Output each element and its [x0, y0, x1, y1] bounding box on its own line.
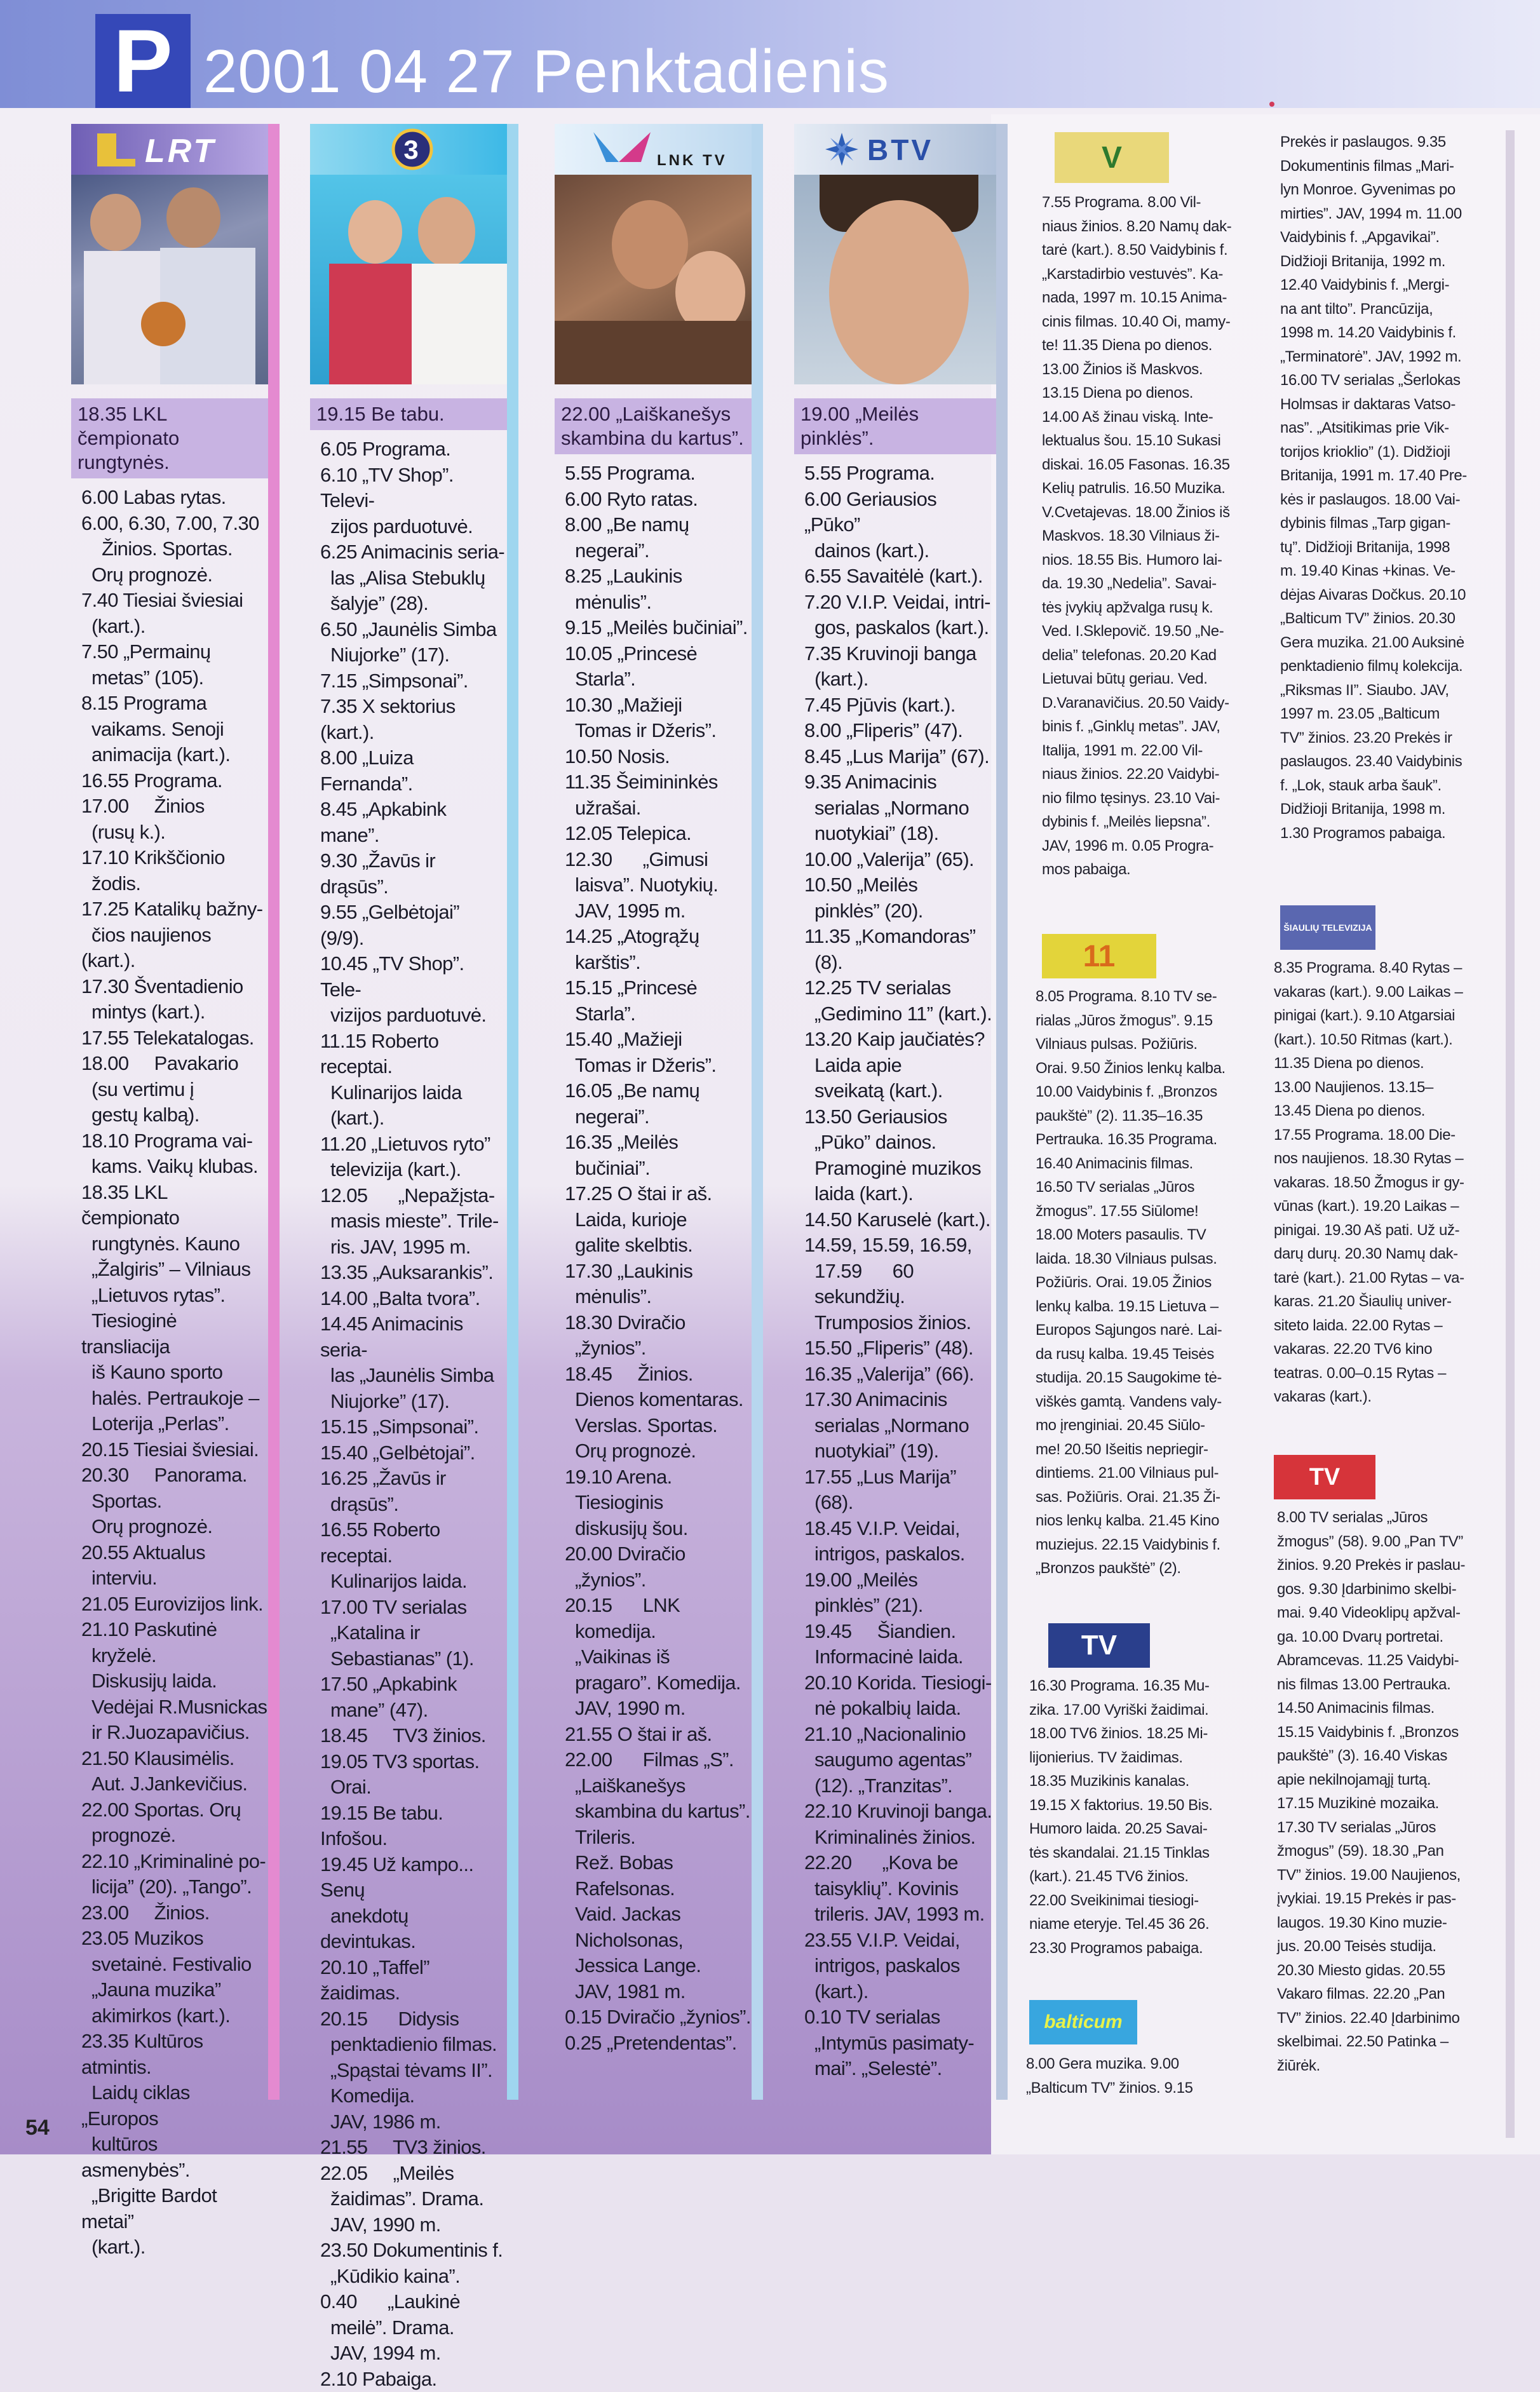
tv3-photo: [310, 175, 515, 384]
pantv-schedule: 8.00 TV serialas „Jūros žmogus” (58). 9.00 „Pan TV” žinios. 9.20 Prekės ir paslau- gos. 9.30 Įdarbinimo skelbi- mai. 9.40 Videoklipų apžval- ga. 10.00 Dvarų portretai. Abramcevas. 11.25 Vaidybi- nis filmas 13.00 Pertrauka. 14.50 Animacinis filmas. 15.15 Vaidybinis f. „Bronzos paukštė” (3). 16.40 Viskas apie nekilnojamąjį turtą. 17.15 Muzikinė mozaika. 17.30 TV serialas „Jūros žmogus” (59). 18.30 „Pan TV” žinios. 19.00 Naujienos, įvykiai. 19.15 Prekės ir pas- laugos. 19.30 Kino muzie- jus. 20.00 Teisės studija. 20.30 Miesto gidas. 20.55 Vakaro filmas. 22.20 „Pan TV” žinios. 22.40 Įdarbinimo skelbimai. 22.50 Patinka – žiūrėk.: [1277, 1509, 1466, 2074]
lnk-logo-graphic: [581, 127, 733, 172]
tv3-logo-graphic: [384, 127, 441, 172]
btv-highlight: 19.00 „Meilės pinklės”.: [794, 398, 1004, 454]
tv6-logo-icon: TV: [1048, 1623, 1150, 1668]
balticum-schedule-start: 8.00 Gera muzika. 9.00 „Balticum TV” žinios. 9.15: [1026, 2055, 1193, 2097]
svg-text:LNK TV: LNK TV: [657, 152, 727, 169]
lrt-schedule: 6.00 Labas rytas. 6.00, 6.30, 7.00, 7.30 Žinios. Sportas. Orų prognozė. 7.40 Tiesiai šviesiai (kart.). 7.50 „Permainų metas” (105). 8.15 Programa vaikams. Senoji animacija (kart.). 16.55 Programa. 17.00 Žinios (rusų k.). 17.10 Krikščionio žodis. 17.25 Katalikų bažny- čios naujienos (kart.). 17.30 Šventadienio mintys (kart.). 17.55 Telekatalogas. 18.00 Pavakario (su vertimu į gestų kalbą). 18.10 Programa vai- kams. Vaikų klubas. 18.35 LKL čempionato rungtynės. Kauno „Žalgiris” – Vilniaus „Lietuvos rytas”. Tiesioginė transliacija iš Kauno sporto halės. Pertraukoje – Loterija „Perlas”. 20.15 Tiesiai šviesiai. 20.30 Panorama. Sportas. Orų prognozė. 20.55 Aktualus interviu. 21.05 Eurovizijos link. 21.10 Paskutinė kryželė. Diskusijų laida. Vedėjai R.Musnickas ir R.Juozapavičius. 21.50 Klausimėlis. Aut. J.Jankevičius. 22.00 Sportas. Orų prognozė. 22.10 „Kriminalinė po- licija” (20). „Tango”. 23.00 Žinios. 23.05 Muzikos svetainė. Festivalio „Jauna muzika” akimirkos (kart.). 23.35 Kultūros atmintis. Laidų ciklas „Europos kultūros asmenybės”. „Brigitte Bardot metai” (kart.).: [81, 486, 267, 2258]
vtv-logo-icon: V: [1055, 132, 1169, 183]
btv-side-strip: [996, 124, 1008, 2100]
lnk-side-strip: [752, 124, 763, 2100]
siauliu-tv-logo-icon: ŠIAULIŲ TELEVIZIJA: [1280, 905, 1375, 950]
page-header: [0, 0, 1540, 111]
tv3-logo-icon: [310, 124, 515, 175]
svg-text:BTV: BTV: [867, 133, 933, 166]
tv11-logo-icon: 11: [1042, 934, 1156, 978]
section-letter: P: [95, 14, 191, 108]
channel-column-btv: [794, 124, 1004, 2082]
vtv-schedule: 7.55 Programa. 8.00 Vil- niaus žinios. 8.20 Namų dak- tarė (kart.). 8.50 Vaidybinis f. „Karstadirbio vestuvės”. Ka- nada, 1997 m. 10.15 Anima- cinis filmas. 10.40 Oi, mamy- te! 11.35 Diena po dienos. 13.00 Žinios iš Maskvos. 13.15 Diena po dienos. 14.00 Aš žinau viską. Inte- lektualus šou. 15.10 Sukasi diskai. 16.05 Fasonas. 16.35 Kelių patrulis. 16.50 Muzika. V.Cvetajevas. 18.00 Žinios iš Maskvos. 18.30 Vilniaus ži- nios. 18.55 Bis. Humoro lai- da. 19.30 „Nedelia”. Savai- tės įvykių apžvalga rusų k. Ved. I.Sklepovič. 19.50 „Ne- delia” telefonas. 20.20 Kad Lietuvai būtų geriau. Ved. D.Varanavičius. 20.50 Vaidy- binis f. „Ginklų metas”. JAV, Italija, 1991 m. 22.00 Vil- niaus žinios. 22.20 Vaidybi- nio filmo tęsinys. 23.10 Vai- dybinis f. „Meilės liepsna”. JAV, 1996 m. 0.05 Progra- mos pabaiga.: [1042, 194, 1232, 878]
btv-schedule: 5.55 Programa. 6.00 Geriausios „Pūko” dainos (kart.). 6.55 Savaitėlė (kart.). 7.20 V.I.P. Veidai, intri- gos, paskalos (kart.). 7.35 Kruvinoji banga (kart.). 7.45 Pjūvis (kart.). 8.00 „Fliperis” (47). 8.45 „Lus Marija” (67). 9.35 Animacinis serialas „Normano nuotykiai” (18). 10.00 „Valerija” (65). 10.50 „Meilės pinklės” (20). 11.35 „Komandoras” (8). 12.25 TV serialas „Gedimino 11” (kart.). 13.20 Kaip jaučiatės? Laida apie sveikatą (kart.). 13.50 Geriausios „Pūko” dainos. Pramoginė muzikos laida (kart.). 14.50 Karuselė (kart.). 14.59, 15.59, 16.59, 17.59 60 sekundžių. Trumposios žinios. 15.50 „Fliperis” (48). 16.35 „Valerija” (66). 17.30 Animacinis serialas „Normano nuotykiai” (19). 17.55 „Lus Marija” (68). 18.45 V.I.P. Veidai, intrigos, paskalos. 19.00 „Meilės pinklės” (21). 19.45 Šiandien. Informacinė laida. 20.10 Korida. Tiesiogi- nė pokalbių laida. 21.10 „Nacionalinio saugumo agentas” (12). „Tranzitas”. 22.10 Kruvinoji banga. Kriminalinės žinios. 22.20 „Kova be taisyklių”. Kovinis trileris. JAV, 1993 m. 23.55 V.I.P. Veidai, intrigos, paskalos (kart.). 0.10 TV serialas „Intymūs pasimaty- mai”. „Selestė”.: [804, 462, 992, 2079]
tv6-schedule: 16.30 Programa. 16.35 Mu- zika. 17.00 Vyriški žaidimai. 18.00 TV6 žinios. 18.25 Mi- lijonierius. TV žaidimas. 18.35 Muzikinis kanalas. 19.15 X faktorius. 19.50 Bis. Humoro laida. 20.25 Savai- tės skandalai. 21.15 Tinklas (kart.). 21.45 TV6 žinios. 22.00 Sveikinimai tiesiogi- niame eteryje. Tel.45 36 26. 23.30 Programos pabaiga.: [1029, 1677, 1213, 1957]
tv3-schedule: 6.05 Programa. 6.10 „TV Shop”. Televi- zijos parduotuvė. 6.25 Animacinis seria- las „Alisa Stebuklų šalyje” (28). 6.50 „Jaunėlis Simba Niujorke” (17). 7.15 „Simpsonai”. 7.35 X sektorius (kart.). 8.00 „Luiza Fernanda”. 8.45 „Apkabink mane”. 9.30 „Žavūs ir drąsūs”. 9.55 „Gelbėtojai” (9/9). 10.45 „TV Shop”. Tele- vizijos parduotuvė. 11.15 Roberto receptai. Kulinarijos laida (kart.). 11.20 „Lietuvos ryto” televizija (kart.). 12.05 „Nepažįsta- masis mieste”. Trile- ris. JAV, 1995 m. 13.35 „Auksarankis”. 14.00 „Balta tvora”. 14.45 Animacinis seria- las „Jaunėlis Simba Niujorke” (17). 15.15 „Simpsonai”. 15.40 „Gelbėtojai”. 16.25 „Žavūs ir drąsūs”. 16.55 Roberto receptai. Kulinarijos laida. 17.00 TV serialas „Katalina ir Sebastianas” (1). 17.50 „Apkabink mane” (47). 18.45 TV3 žinios. 19.05 TV3 sportas. Orai. 19.15 Be tabu. Infošou. 19.45 Už kampo... Senų anekdotų devintukas. 20.10 „Taffel” žaidimas. 20.15 Didysis penktadienio filmas. „Spąstai tėvams II”. Komedija. JAV, 1986 m. 21.55 TV3 žinios. 22.05 „Meilės žaidimas”. Drama. JAV, 1990 m. 23.50 Dokumentinis f. „Kūdikio kaina”. 0.40 „Laukinė meilė”. Drama. JAV, 1994 m. 2.10 Pabaiga.: [320, 438, 505, 2390]
channel-column-tv3: [310, 124, 515, 2392]
pantv-logo-icon: TV: [1274, 1455, 1375, 1499]
right-edge-strip: [1506, 130, 1515, 2138]
lrt-photo: [71, 175, 276, 384]
lnk-schedule: 5.55 Programa. 6.00 Ryto ratas. 8.00 „Be namų negerai”. 8.25 „Laukinis mėnulis”. 9.15 „Meilės bučiniai”. 10.05 „Princesė Starla”. 10.30 „Mažieji Tomas ir Džeris”. 10.50 Nosis. 11.35 Šeimininkės užrašai. 12.05 Telepica. 12.30 „Gimusi laisva”. Nuotykių. JAV, 1995 m. 14.25 „Atogrąžų karštis”. 15.15 „Princesė Starla”. 15.40 „Mažieji Tomas ir Džeris”. 16.05 „Be namų negerai”. 16.35 „Meilės bučiniai”. 17.25 O štai ir aš. Laida, kurioje galite skelbtis. 17.30 „Laukinis mėnulis”. 18.30 Dviračio „žynios”. 18.45 Žinios. Dienos komentaras. Verslas. Sportas. Orų prognozė. 19.10 Arena. Tiesioginis diskusijų šou. 20.00 Dviračio „žynios”. 20.15 LNK komedija. „Vaikinas iš pragaro”. Komedija. JAV, 1990 m. 21.55 O štai ir aš. 22.00 Filmas „S”. „Laiškanešys skambina du kartus”. Trileris. Rež. Bobas Rafelsonas. Vaid. Jackas Nicholsonas, Jessica Lange. JAV, 1981 m. 0.15 Dviračio „žynios”. 0.25 „Pretendentas”.: [565, 462, 751, 2054]
page-number: 54: [25, 2116, 50, 2140]
lrt-logo-graphic: [91, 127, 256, 172]
tv3-side-strip: [507, 124, 518, 2100]
lnk-photo: [555, 175, 759, 384]
balticum-logo-icon: balticum: [1029, 2000, 1137, 2044]
svg-text:3: 3: [403, 135, 421, 165]
lrt-side-strip: [268, 124, 280, 2100]
lrt-highlight: 18.35 LKL čempionato rungtynės.: [71, 398, 276, 478]
channel-column-lnk: [555, 124, 759, 2056]
decorative-dot: [1269, 102, 1274, 107]
page-title: 2001 04 27 Penktadienis: [203, 37, 889, 105]
lrt-logo-icon: [71, 124, 276, 175]
btv-logo-graphic: [816, 127, 982, 172]
tv3-highlight: 19.15 Be tabu.: [310, 398, 515, 430]
balticum-schedule-cont: Prekės ir paslaugos. 9.35 Dokumentinis filmas „Mari- lyn Monroe. Gyvenimas po mirties”. JAV, 1994 m. 11.00 Vaidybinis f. „Apgavikai”. Didžioji Britanija, 1992 m. 12.40 Vaidybinis f. „Mergi- na ant tilto”. Prancūzija, 1998 m. 14.20 Vaidybinis f. „Terminatorė”. JAV, 1992 m. 16.00 TV serialas „Šerlokas Holmsas ir daktaras Vatso- nas”. „Atsitikimas prie Vik- torijos krioklio” (1). Didžioji Britanija, 1991 m. 17.40 Pre- kės ir paslaugos. 18.00 Vai- dybinis filmas „Tarp gigan- tų”. Didžioji Britanija, 1998 m. 19.40 Kinas +kinas. Ve- dėjas Aivaras Dočkus. 20.10 „Balticum TV” žinios. 20.30 Gera muzika. 21.00 Auksinė penktadienio filmų kolekcija. „Riksmas II”. Siaubo. JAV, 1997 m. 23.05 „Balticum TV” žinios. 23.20 Prekės ir paslaugos. 23.40 Vaidybinis f. „Lok, stauk arba šauk”. Didžioji Britanija, 1998 m. 1.30 Programos pabaiga.: [1280, 133, 1467, 842]
lnk-highlight: 22.00 „Laiškanešys skambina du kartus”.: [555, 398, 759, 454]
btv-photo: [794, 175, 1004, 384]
channel-column-lrt: [71, 124, 276, 2260]
tv11-schedule: 8.05 Programa. 8.10 TV se- rialas „Jūros žmogus”. 9.15 Vilniaus pulsas. Požiūris. Orai. 9.50 Žinios lenkų kalba. 10.00 Vaidybinis f. „Bronzos paukštė” (2). 11.35–16.35 Pertrauka. 16.35 Programa. 16.40 Animacinis filmas. 16.50 TV serialas „Jūros žmogus”. 17.55 Siūlome! 18.00 Moters pasaulis. TV laida. 18.30 Vilniaus pulsas. Požiūris. Orai. 19.05 Žinios lenkų kalba. 19.15 Lietuva – Europos Sąjungos narė. Lai- da rusų kalba. 19.45 Teisės studija. 20.15 Saugokime tė- viškės gamtą. Vandens valy- mo įrenginiai. 20.45 Siūlo- me! 20.50 Išeitis nepriegir- dintiems. 21.00 Vilniaus pul- sas. Požiūris. Orai. 21.35 Ži- nios lenkų kalba. 21.45 Kino muziejus. 22.15 Vaidybinis f. „Bronzos paukštė” (2).: [1036, 988, 1226, 1577]
siauliu-schedule: 8.35 Programa. 8.40 Rytas – vakaras (kart.). 9.00 Laikas – pinigai (kart.). 9.10 Atgarsiai (kart.). 10.50 Ritmas (kart.). 11.35 Diena po dienos. 13.00 Naujienos. 13.15– 13.45 Diena po dienos. 17.55 Programa. 18.00 Die- nos naujienos. 18.30 Rytas – vakaras. 18.50 Žmogus ir gy- vūnas (kart.). 19.20 Laikas – pinigai. 19.30 Aš pati. Už už- darų durų. 20.30 Namų dak- tarė (kart.). 21.00 Rytas – va- karas. 21.20 Šiaulių univer- siteto laida. 22.00 Rytas – vakaras. 22.20 TV6 kino teatras. 0.00–0.15 Rytas – vakaras (kart.).: [1274, 959, 1464, 1405]
svg-text:LRT: LRT: [145, 133, 217, 170]
btv-logo-icon: [794, 124, 1004, 175]
lnk-logo-icon: [555, 124, 759, 175]
